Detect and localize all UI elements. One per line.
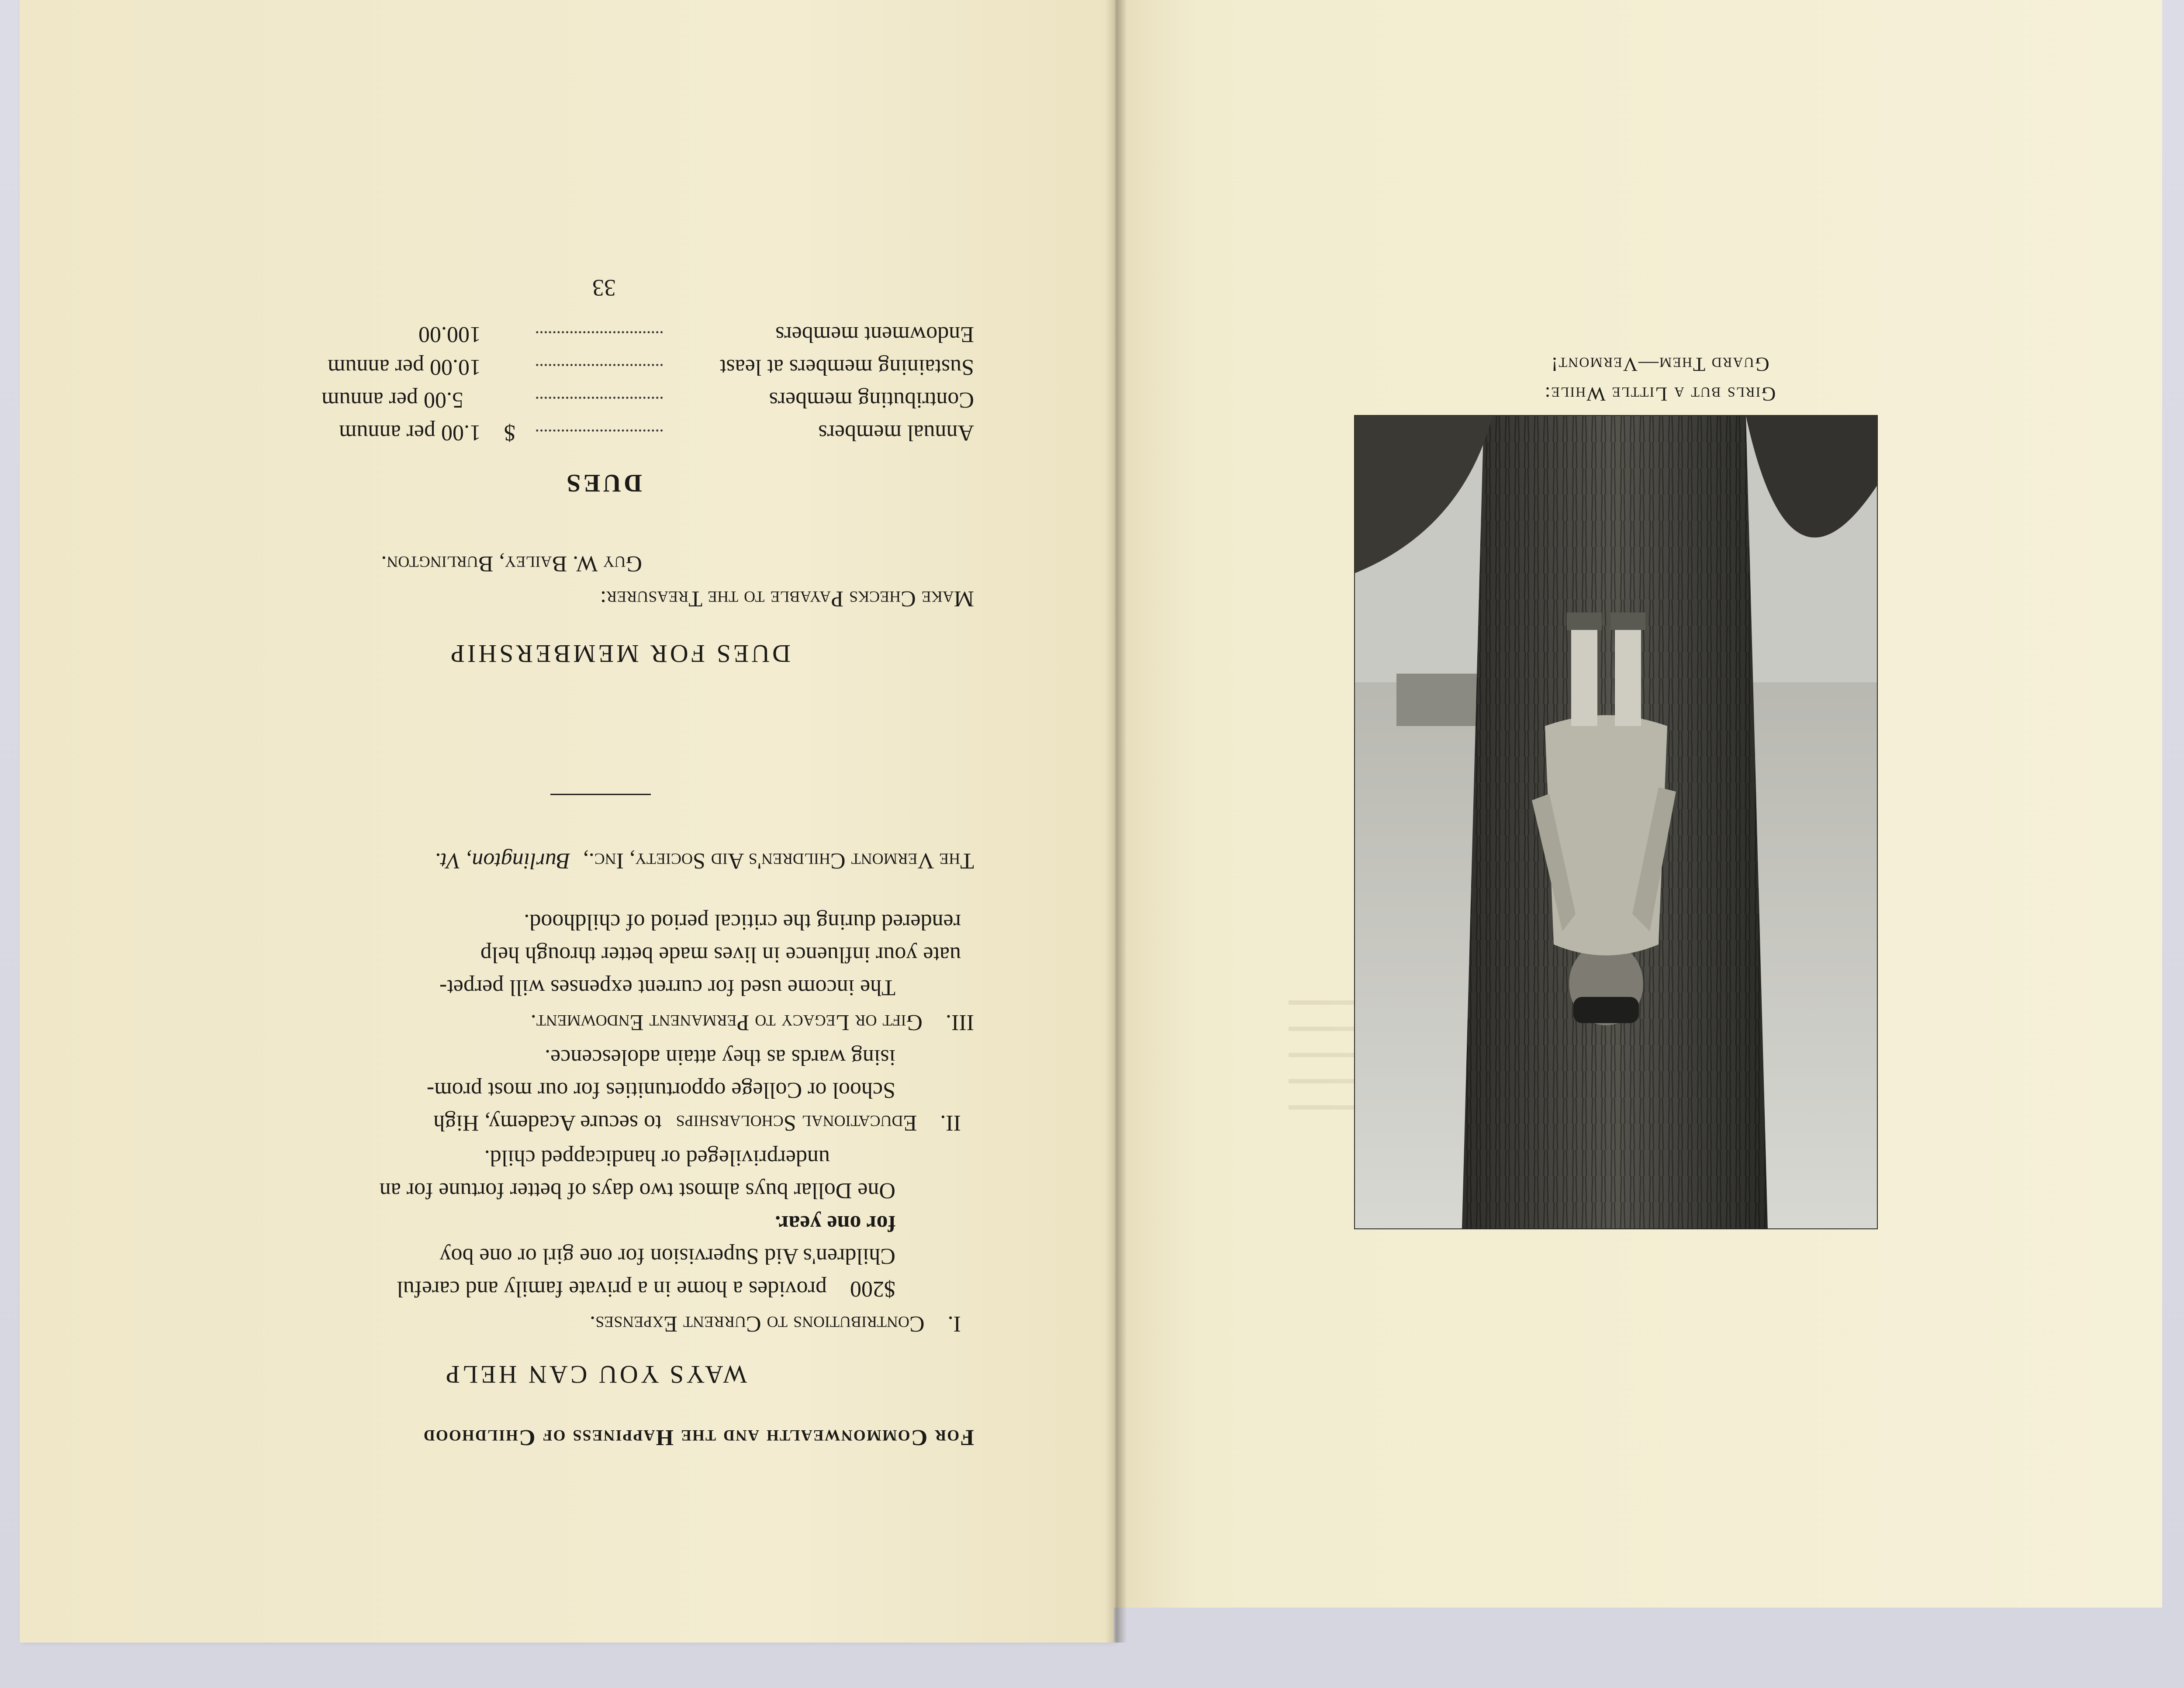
dues-row-contributing	[321, 387, 974, 413]
item1-line-2: Children's Aid Supervision for one girl or one boy	[439, 1244, 895, 1269]
caption-line-1: Girls but a Little While:	[1544, 383, 1776, 405]
leader-dots	[536, 429, 663, 432]
item2-line-1: School or College opportunities for our most prom-	[426, 1078, 895, 1103]
photo-image	[1355, 416, 1877, 1228]
dues-label: Sustaining members at least	[719, 355, 974, 380]
item1-amount: $200	[850, 1276, 895, 1301]
item3-line-1: The income used for current expenses will perpet-	[439, 975, 895, 1000]
leader-dots	[536, 397, 663, 399]
ways-title: WAYS YOU CAN HELP	[443, 1360, 747, 1389]
dues-row-sustaining	[328, 354, 974, 380]
item2-line-0: to secure Academy, High	[433, 1110, 662, 1135]
item3-number: III.	[946, 1010, 974, 1035]
dues-currency: $	[504, 420, 515, 445]
left-page-text	[205, 127, 974, 1450]
dues-row-annual	[339, 420, 974, 446]
dues-amount: 1.00 per annum	[339, 420, 481, 445]
item3-heading	[531, 1010, 974, 1035]
item1-line-3: for one year.	[775, 1211, 895, 1236]
dues-amount: 100.00	[418, 322, 481, 347]
dues-label: Annual members	[818, 420, 974, 445]
caption-line-2: Guard Them—Vermont!	[1550, 353, 1769, 376]
society-line	[435, 848, 974, 874]
item1-number: I.	[947, 1311, 961, 1336]
page-number: 33	[592, 275, 616, 301]
item1-line-4: One Dollar buys almost two days of better fortune for an	[379, 1178, 895, 1203]
leader-dots	[536, 331, 663, 334]
item3-line-3: rendered during the critical period of childhood.	[524, 910, 961, 934]
checks-line: Make Checks Payable to the Treasurer:	[600, 586, 974, 611]
item1-title: Contributions to Current Expenses.	[590, 1311, 925, 1336]
item1-heading	[590, 1311, 961, 1337]
dues-title: DUES FOR MEMBERSHIP	[448, 640, 791, 668]
society-name: The Vermont Children's Aid Society, Inc.,	[583, 848, 974, 873]
dues-label: Endowment members	[775, 322, 974, 347]
dues-row-endowment	[418, 322, 974, 347]
photo-caption	[1485, 349, 1835, 409]
society-city: Burlington, Vt.	[435, 848, 570, 873]
section-divider	[550, 794, 651, 795]
dues-amount: 10.00 per annum	[328, 355, 481, 380]
item2-title: Educational Scholarships	[676, 1110, 917, 1135]
page-header: For Commonwealth and the Happiness of Childhood	[422, 1425, 974, 1450]
item1-line-1	[397, 1276, 895, 1302]
treasurer-line: Guy W. Bailey, Burlington.	[381, 551, 642, 576]
item3-line-2: uate your influence in lives made better through help	[480, 942, 961, 967]
item1-line-5: underprivileged or handicapped child.	[484, 1145, 830, 1170]
dues-label: Contributing members	[769, 387, 974, 412]
item2-line-2: ising wards as they attain adolescence.	[545, 1045, 895, 1070]
leader-dots	[536, 364, 663, 367]
book-gutter	[1105, 0, 1127, 1643]
item2-heading	[433, 1110, 961, 1136]
item3-title: Gift or Legacy to Permanent Endowment.	[530, 1010, 923, 1035]
photo-girl-by-tree	[1354, 415, 1878, 1229]
dues-amount: 5.00 per annum	[321, 387, 463, 412]
dues-subtitle: DUES	[564, 469, 642, 498]
item1-line-text: provides a home in a private family and careful	[397, 1276, 827, 1301]
item2-number: II.	[940, 1110, 961, 1135]
